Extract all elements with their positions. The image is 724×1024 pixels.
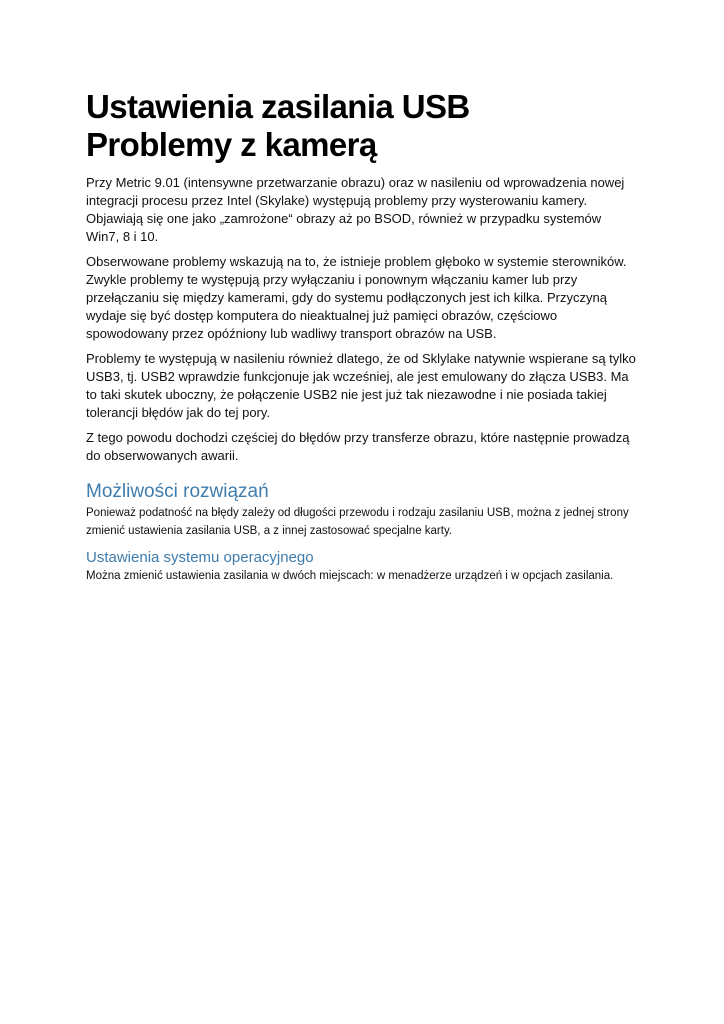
paragraph-4: Z tego powodu dochodzi częściej do błędów przy transferze obrazu, które następnie prowadzą do obserwowanych awarii. xyxy=(86,430,630,463)
subsection-heading: Ustawienia systemu operacyjnego xyxy=(86,549,314,566)
paragraph-3: Problemy te występują w nasileniu również dlatego, że od Sklylake natywnie wspierane są tylko USB3, tj. USB2 wprawdzie funkcjonuje jak wcześniej, ale jest emulowany do złącza USB3. Ma to taki skutek uboczny, że połączenie USB2 nie jest już tak niezawodne i nie posiada takiej tolerancji błędów jak do tej pory. xyxy=(86,351,636,420)
paragraph-1: Przy Metric 9.01 (intensywne przetwarzanie obrazu) oraz w nasileniu od wprowadzenia nowej integracji procesu przez Intel (Skylake) występują problemy przy wysterowaniu kamery. Objawiają się one jako „zamrożone“ obrazy aż po BSOD, również w przypadku systemów Win7, 8 i 10. xyxy=(86,175,625,244)
document-page xyxy=(86,88,636,585)
paragraph-2: Obserwowane problemy wskazują na to, że istnieje problem głęboko w systemie sterowników. Zwykle problemy te występują przy wyłączaniu i ponownym włączaniu kamer lub przy przełączaniu się między kamerami, gdy do systemu podłączonych jest ich kilka. Przyczyną wydaje się być dostęp komputera do nieaktualnej już pamięci obrazów, częściowo spowodowany przez opóźniony lub wadliwy transport obrazów na USB. xyxy=(86,254,627,341)
subsection-text: Można zmienić ustawienia zasilania w dwóch miejscach: w menadżerze urządzeń i w opcjach zasilania. xyxy=(86,570,614,582)
title-line-2: Problemy z kamerą xyxy=(86,126,377,163)
section-text: Ponieważ podatność na błędy zależy od długości przewodu i rodzaju zasilaniu USB, można z jednej strony zmienić ustawienia zasilania USB, a z innej zastosować specjalne karty. xyxy=(86,507,629,537)
page-title xyxy=(86,88,636,164)
section-heading: Możliwości rozwiązań xyxy=(86,481,269,502)
title-line-1: Ustawienia zasilania USB xyxy=(86,88,470,125)
